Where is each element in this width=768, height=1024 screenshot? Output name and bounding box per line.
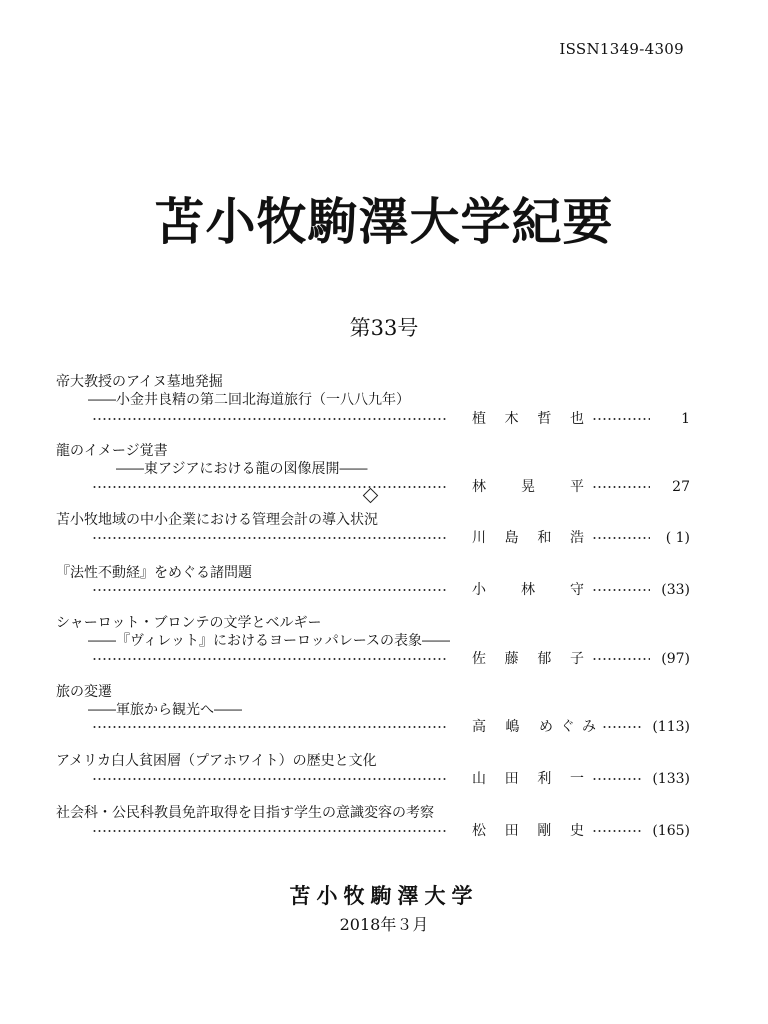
issn-number: ISSN1349-4309 [559,40,684,58]
toc-entry-title: 『法性不動経』をめぐる諸問題 [56,565,252,581]
toc-entry-page: (165) [652,823,690,839]
toc-entry-author: 川 島 和 浩 [472,530,584,546]
toc-entry-subtitle: ――軍旅から観光へ―― [88,702,242,718]
leader-dots [92,418,447,420]
toc-entry-page: (113) [652,719,690,735]
journal-title: 苫小牧駒澤大学紀要 [154,192,614,251]
leader-dots [592,658,650,660]
leader-dots [92,486,447,488]
toc-entry-author: 植 木 哲 也 [472,411,584,427]
leader-dots [592,537,650,539]
publisher-name: 苫小牧駒澤大学 [289,883,479,908]
toc-entry-subtitle: ――『ヴィレット』におけるヨーロッパレースの表象―― [88,633,451,649]
leader-dots [592,778,642,780]
toc-entry-page: (133) [652,771,690,787]
leader-dots [92,726,447,728]
toc-entry-author: 山 田 利 一 [472,771,584,787]
toc-entry-page: 1 [681,411,690,427]
leader-dots [592,830,642,832]
toc-entry-page: 27 [672,479,690,495]
leader-dots [92,830,447,832]
toc-entry-author: 松 田 剛 史 [472,823,584,839]
toc-entry-subtitle: ――小金井良精の第二回北海道旅行（一八八九年） [88,392,410,408]
leader-dots [602,726,642,728]
leader-dots [92,589,447,591]
toc-entry-author: 小 林 守 [472,582,584,598]
section-divider-diamond-icon [363,488,379,504]
toc-entry-title: シャーロット・ブロンテの文学とベルギー [56,615,322,631]
toc-entry-title: アメリカ白人貧困層（プアホワイト）の歴史と文化 [56,753,377,769]
toc-entry-title: 苫小牧地域の中小企業における管理会計の導入状況 [56,512,378,528]
leader-dots [592,589,650,591]
toc-entry-title: 旅の変遷 [56,684,112,700]
leader-dots [92,658,447,660]
leader-dots [92,537,447,539]
publication-date: 2018年３月 [339,915,429,934]
toc-entry-title: 帝大教授のアイヌ墓地発掘 [56,374,223,390]
toc-entry-author: 林 晃 平 [472,479,584,495]
toc-entry-page: (97) [661,651,690,667]
leader-dots [592,418,650,420]
toc-entry-title: 社会科・公民科教員免許取得を目指す学生の意識変容の考察 [56,805,434,821]
toc-entry-author: 高 嶋 めぐみ [472,719,596,735]
toc-entry-title: 龍のイメージ覚書 [56,443,168,459]
toc-entry-author: 佐 藤 郁 子 [472,651,584,667]
leader-dots [92,778,447,780]
toc-entry-page: (33) [661,582,690,598]
toc-entry-subtitle: ――東アジアにおける龍の図像展開―― [116,461,368,477]
toc-entry-page: ( 1) [665,530,690,546]
issue-number: 第33号 [349,316,419,340]
leader-dots [592,486,650,488]
